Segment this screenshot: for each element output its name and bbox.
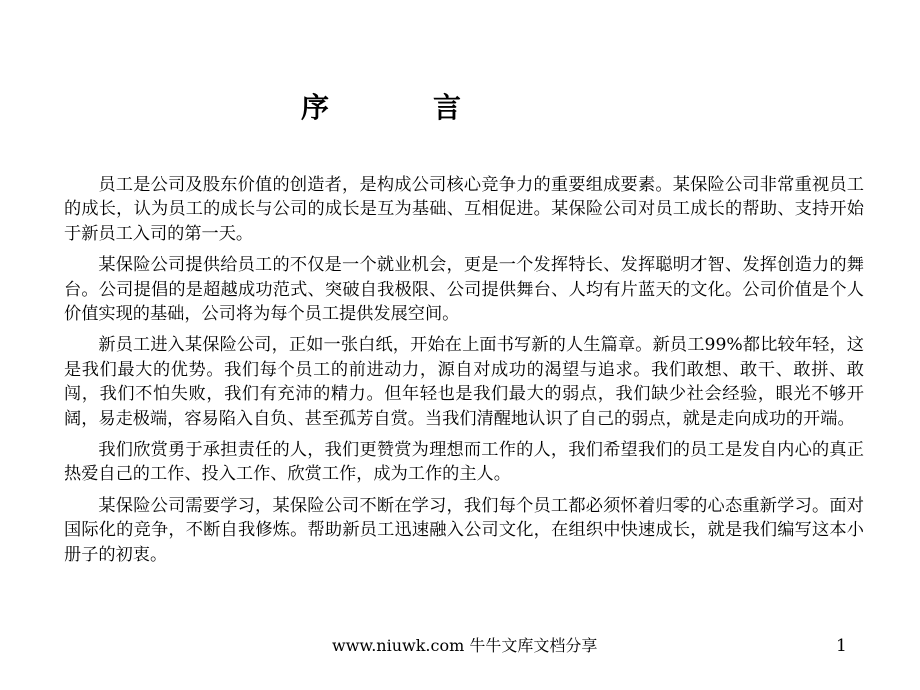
paragraph-4: 我们欣赏勇于承担责任的人，我们更赞赏为理想而工作的人，我们希望我们的员工是发自内心的真正热爱自己的工作、投入工作、欣赏工作，成为工作的主人。 <box>64 440 864 485</box>
paragraph-3: 新员工进入某保险公司，正如一张白纸，开始在上面书写新的人生篇章。新员工99%都比较年轻，这是我们最大的优势。我们每个员工的前进动力，源自对成功的渴望与追求。我们敢想、敢干、敢拼、敢闯，我们不怕失败，我们有充沛的精力。但年轻也是我们最大的弱点，我们缺少社会经验，眼光不够开阔，易走极端，容易陷入自负、甚至孤芳自赏。当我们清醒地认识了自己的弱点，就是走向成功的开端。 <box>64 335 864 429</box>
page-number: 1 <box>836 636 847 656</box>
paragraph-5: 某保险公司需要学习，某保险公司不断在学习，我们每个员工都必须怀着归零的心态重新学习。面对国际化的竞争，不断自我修炼。帮助新员工迅速融入公司文化，在组织中快速成长，就是我们编写这本小册子的初衷。 <box>64 495 864 565</box>
paragraph-2: 某保险公司提供给员工的不仅是一个就业机会，更是一个发挥特长、发挥聪明才智、发挥创造力的舞台。公司提倡的是超越成功范式、突破自我极限、公司提供舞台、人均有片蓝天的文化。公司价值是个人价值实现的基础，公司将为每个员工提供发展空间。 <box>64 255 864 325</box>
document-body <box>64 173 864 574</box>
footer-source: www.niuwk.com 牛牛文库文档分享 <box>332 636 598 655</box>
page-title: 序 言 <box>300 91 499 124</box>
paragraph-1: 员工是公司及股东价值的创造者，是构成公司核心竞争力的重要组成要素。某保险公司非常重视员工的成长，认为员工的成长与公司的成长是互为基础、互相促进。某保险公司对员工成长的帮助、支持开始于新员工入司的第一天。 <box>64 175 864 244</box>
